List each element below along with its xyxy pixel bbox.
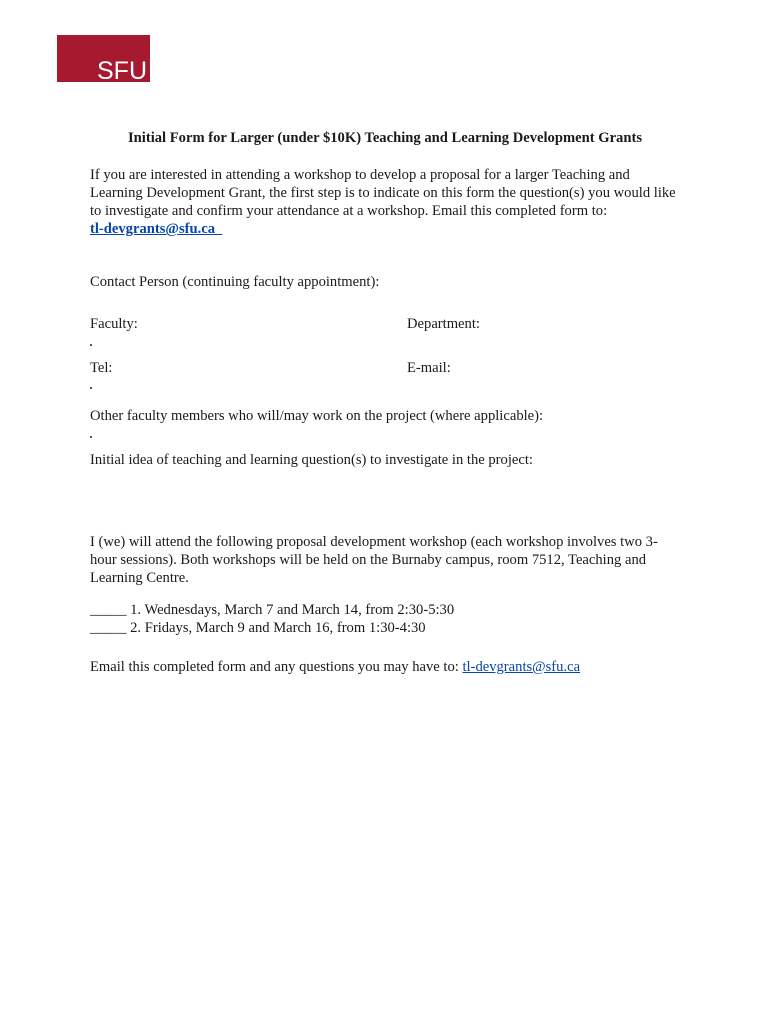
intro-email-link[interactable] bbox=[90, 220, 222, 238]
intro-line-1: If you are interested in attending a workshop to develop a proposal for a larger Teaching and bbox=[90, 167, 630, 183]
attendance-line-2: hour sessions). Both workshops will be held on the Burnaby campus, room 7512, Teaching and bbox=[90, 552, 647, 568]
tel-label: Tel: bbox=[90, 360, 113, 376]
attendance-line-3: Learning Centre. bbox=[90, 570, 189, 586]
faculty-label: Faculty: bbox=[90, 316, 138, 332]
closing-line bbox=[90, 658, 580, 676]
intro-line-3: to investigate and confirm your attendance at a workshop. Email this completed form to: bbox=[90, 203, 608, 219]
page-title: Initial Form for Larger (under $10K) Teaching and Learning Development Grants bbox=[127, 130, 643, 146]
department-label: Department: bbox=[407, 316, 480, 332]
workshop-option-2[interactable]: _____ 2. Fridays, March 9 and March 16, from 1:30-4:30 bbox=[90, 620, 426, 636]
email-label: E-mail: bbox=[407, 360, 451, 376]
logo-text: SFU bbox=[97, 57, 147, 85]
closing-text: Email this completed form and any questions you may have to: bbox=[90, 659, 463, 675]
initial-idea-label: Initial idea of teaching and learning question(s) to investigate in the project: bbox=[90, 452, 533, 468]
field-marker bbox=[90, 436, 92, 438]
attendance-line-1: I (we) will attend the following proposal development workshop (each workshop involves two 3- bbox=[90, 534, 658, 550]
intro-email-text: tl-devgrants@sfu.ca bbox=[90, 221, 216, 237]
other-members-label: Other faculty members who will/may work on the project (where applicable): bbox=[90, 408, 544, 424]
sfu-logo bbox=[57, 35, 150, 85]
contact-person-label: Contact Person (continuing faculty appointment): bbox=[90, 274, 380, 290]
field-marker bbox=[90, 387, 92, 389]
intro-line-2: Learning Development Grant, the first step is to indicate on this form the question(s) you would like bbox=[90, 185, 676, 201]
field-marker bbox=[90, 344, 92, 346]
closing-email-link[interactable]: tl-devgrants@sfu.ca bbox=[462, 659, 581, 675]
workshop-option-1[interactable]: _____ 1. Wednesdays, March 7 and March 14, from 2:30-5:30 bbox=[90, 602, 455, 618]
